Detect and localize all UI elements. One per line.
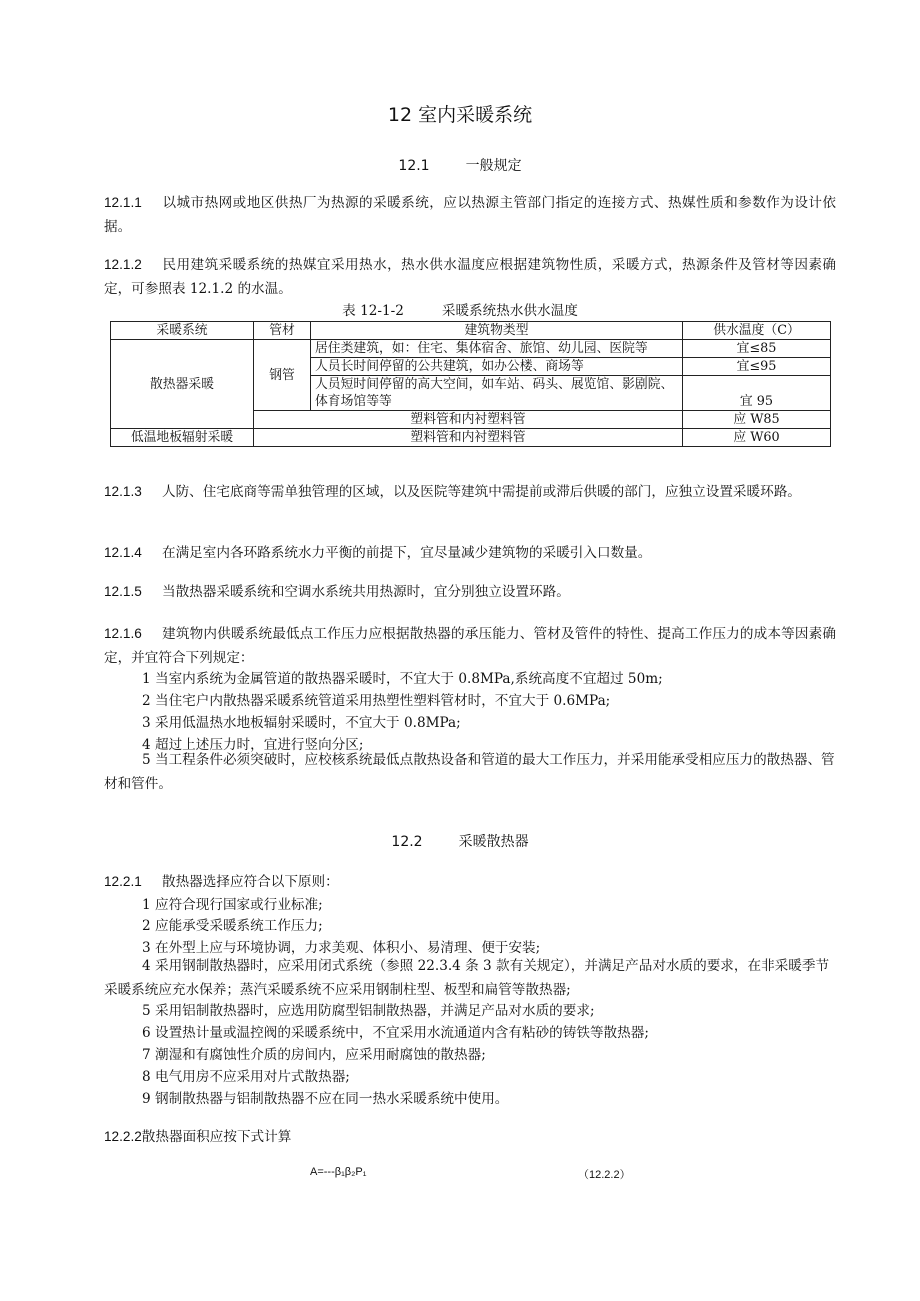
list-item: 3 采用低温热水地板辐射采暖时，不宜大于 0.8MPa;	[142, 715, 461, 731]
clause-text: 在满足室内各环路系统水力平衡的前提下，宜尽量减少建筑物的采暖引入口数量。	[162, 545, 652, 561]
clause-12-1-2	[104, 253, 836, 301]
table-cell-temp: 宜 95	[683, 376, 831, 411]
table-cell-type: 人员短时间停留的高大空间，如车站、码头、展览馆、影剧院、体育场馆等等	[311, 376, 683, 411]
table-cell-temp: 宜≤85	[683, 340, 831, 358]
table-cell-temp: 应 W85	[683, 411, 831, 429]
list-item: 1 应符合现行国家或行业标准;	[142, 897, 323, 913]
clause-number: 12.1.5	[104, 584, 142, 599]
chapter-title: 12 室内采暖系统	[387, 104, 533, 126]
clause-12-1-4	[104, 541, 836, 565]
table-cell-pipe: 钢管	[254, 340, 311, 411]
header-cell: 管材	[254, 322, 311, 340]
header-cell: 建筑物类型	[311, 322, 683, 340]
table-cell-temp: 宜≤95	[683, 358, 831, 376]
clause-number: 12.1.2	[104, 257, 142, 272]
clause-text: 当散热器采暖系统和空调水系统共用热源时，宜分别独立设置环路。	[162, 584, 570, 600]
table-cell-temp: 应 W60	[683, 429, 831, 447]
table-header-row	[111, 322, 831, 340]
clause-12-1-5	[104, 580, 836, 604]
list-item: 9 钢制散热器与铝制散热器不应在同一热水采暖系统中使用。	[142, 1091, 509, 1107]
list-item: 4 采用钢制散热器时，应采用闭式系统（参照 22.3.4 条 3 款有关规定），并满足产品对水质的要求，在非采暖季节采暖系统应充水保养；蒸汽采暖系统不应采用钢制柱型、板型和扁管等散热器;	[104, 958, 830, 998]
clause-12-1-1	[104, 191, 836, 239]
supply-temperature-table	[110, 321, 831, 447]
list-item: 6 设置热计量或温控阀的采暖系统中，不宜采用水流通道内含有粘砂的铸铁等散热器;	[142, 1025, 649, 1041]
clause-number: 12.1.1	[104, 195, 142, 210]
clause-12-1-6	[104, 622, 836, 670]
list-item: 8 电气用房不应采用对片式散热器;	[142, 1069, 350, 1085]
table-cell-system: 散热器采暖	[111, 340, 254, 429]
table-caption	[0, 299, 920, 319]
clause-text: 民用建筑采暖系统的热媒宜采用热水，热水供水温度应根据建筑物性质，采暖方式，热源条件及管材等因素确定，可参照表 12.1.2 的水温。	[104, 257, 836, 297]
table-row	[111, 340, 831, 358]
list-item: 5 采用铝制散热器时，应选用防腐型铝制散热器，并满足产品对水质的要求;	[142, 1003, 595, 1019]
list-item: 3 在外型上应与环境协调，力求美观、体积小、易清理、便于安装;	[142, 940, 541, 956]
table-cell-type: 人员长时间停留的公共建筑，如办公楼、商场等	[311, 358, 683, 376]
clause-text: 以城市热网或地区供热厂为热源的采暖系统，应以热源主管部门指定的连接方式、热媒性质和参数作为设计依据。	[104, 195, 836, 235]
table-caption-title: 采暖系统热水供水温度	[441, 303, 578, 319]
table-caption-number: 表 12-1-2	[342, 303, 404, 319]
clause-12-1-3	[104, 480, 836, 504]
table-cell-type: 居住类建筑，如：住宅、集体宿舍、旅馆、幼儿园、医院等	[311, 340, 683, 358]
clause-text: 散热器选择应符合以下原则：	[162, 874, 339, 890]
list-item: 1 当室内系统为金属管道的散热器采暖时，不宜大于 0.8MPa,系统高度不宜超过 50m;	[142, 671, 663, 687]
section-name: 一般规定	[465, 158, 522, 174]
table-cell-system: 低温地板辐射采暖	[111, 429, 254, 447]
table-row	[111, 429, 831, 447]
list-item: 5 当工程条件必须突破时，应校核系统最低点散热设备和管道的最大工作压力，并采用能承受相应压力的散热器、管材和管件。	[104, 752, 835, 792]
list-item: 2 应能承受采暖系统工作压力;	[142, 918, 323, 934]
list-item: 4 超过上述压力时，宜进行竖向分区;	[142, 737, 364, 753]
list-item: 2 当住宅户内散热器采暖系统管道采用热塑性塑料管材时，不宜大于 0.6MPa;	[142, 693, 611, 709]
section-number: 12.2	[391, 834, 423, 850]
clause-number: 12.1.4	[104, 545, 142, 560]
section-heading-12-1	[0, 155, 920, 175]
header-cell: 采暖系统	[111, 322, 254, 340]
clause-number: 12.2.1	[104, 874, 142, 889]
clause-number: 12.2.2	[104, 1129, 142, 1144]
table-cell-type: 塑料管和内衬塑料管	[254, 429, 683, 447]
clause-number: 12.1.6	[104, 626, 142, 641]
formula-number: （12.2.2）	[578, 1169, 631, 1181]
section-name: 采暖散热器	[458, 834, 529, 850]
clause-number: 12.1.3	[104, 484, 142, 499]
section-number: 12.1	[398, 158, 430, 174]
radiator-area-formula: A=---β₁β₂P₁	[310, 1166, 367, 1178]
clause-text: 人防、住宅底商等需单独管理的区域，以及医院等建筑中需提前或滞后供暖的部门，应独立设置采暖环路。	[162, 484, 801, 500]
section-heading-12-2	[0, 831, 920, 851]
clause-12-2-1	[104, 870, 836, 894]
clause-text: 散热器面积应按下式计算	[141, 1129, 292, 1145]
header-cell: 供水温度（C）	[683, 322, 831, 340]
clause-text: 建筑物内供暖系统最低点工作压力应根据散热器的承压能力、管材及管件的特性、提高工作压力的成本等因素确定，并宜符合下列规定：	[104, 626, 836, 666]
clause-12-2-2	[104, 1125, 836, 1149]
list-item: 7 潮湿和有腐蚀性介质的房间内，应采用耐腐蚀的散热器;	[142, 1047, 486, 1063]
table-cell-type: 塑料管和内衬塑料管	[254, 411, 683, 429]
